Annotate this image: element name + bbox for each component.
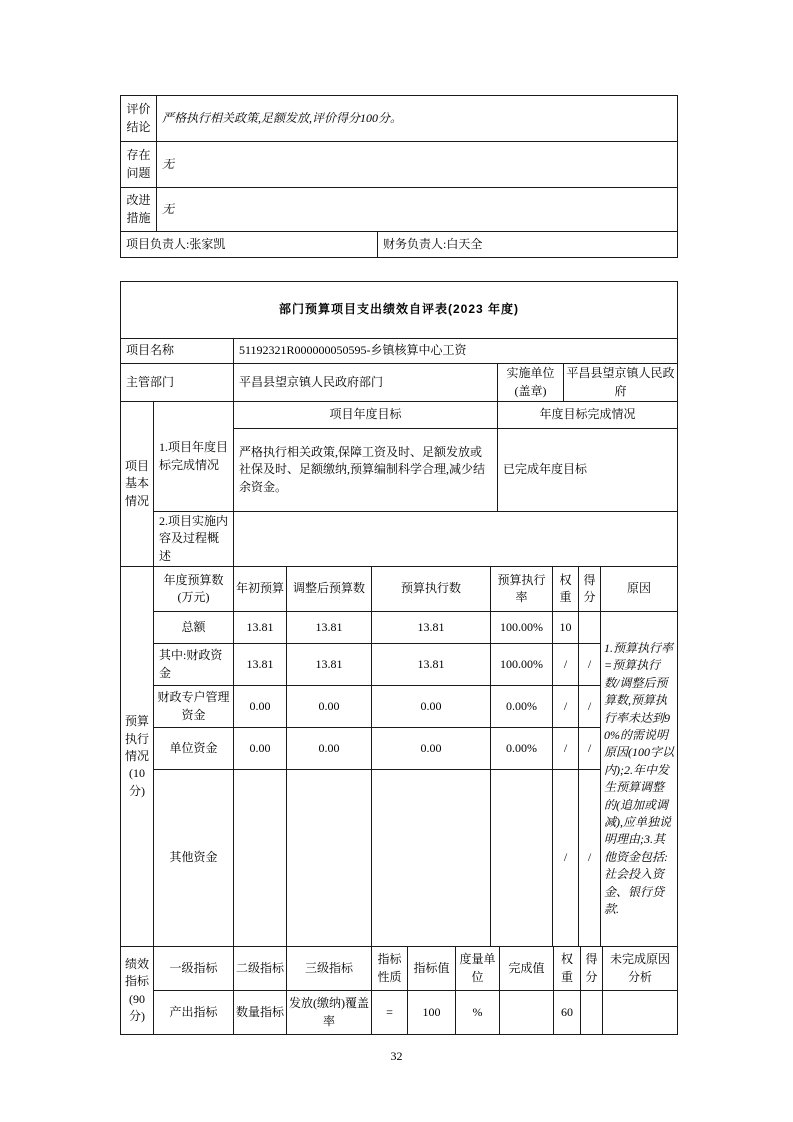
cell-value <box>491 770 553 947</box>
goal-completion-header: 年度目标完成情况 <box>498 402 678 429</box>
cell-score <box>581 991 603 1035</box>
table-row <box>121 644 678 686</box>
table-row <box>121 991 678 1035</box>
col-header-completed-value: 完成值 <box>500 947 554 991</box>
cell-score: / <box>579 770 601 947</box>
row-label-fiscal-funds: 其中:财政资金 <box>154 644 234 686</box>
annual-goal-header: 项目年度目标 <box>234 402 498 429</box>
col-header-annual-budget: 年度预算数(万元) <box>154 567 234 612</box>
table-row <box>121 728 678 770</box>
col-header-uncompleted-reason: 未完成原因分析 <box>603 947 678 991</box>
dept-label: 主管部门 <box>121 364 234 402</box>
basic-situation-section <box>120 401 678 567</box>
cell-uncompleted-reason <box>603 991 678 1035</box>
cell-score: / <box>579 728 601 770</box>
row-label-unit-funds: 单位资金 <box>154 728 234 770</box>
cell-level1-indicator: 产出指标 <box>154 991 234 1035</box>
cell-value: 0.00 <box>372 728 491 770</box>
project-manager: 项目负责人:张家凯 <box>121 232 378 258</box>
row-label-total: 总额 <box>154 612 234 644</box>
eval-conclusion-value: 严格执行相关政策,足额发放,评价得分100分。 <box>157 96 678 142</box>
cell-value: 100.00% <box>491 644 553 686</box>
budget-execution-section <box>120 566 678 947</box>
improvement-measures-label: 改进措施 <box>121 188 157 232</box>
cell-value: 13.81 <box>234 612 287 644</box>
col-header-initial-budget: 年初预算 <box>234 567 287 612</box>
cell-weight: / <box>553 686 579 728</box>
cell-value: 13.81 <box>234 644 287 686</box>
performance-indicators-section <box>120 946 678 1035</box>
cell-weight: / <box>553 770 579 947</box>
cell-weight: / <box>553 728 579 770</box>
table-row <box>121 770 678 947</box>
page-number: 32 <box>390 1049 403 1063</box>
cell-score: / <box>579 686 601 728</box>
project-info-table <box>120 338 678 402</box>
dept-value: 平昌县望京镇人民政府部门 <box>234 364 498 402</box>
finance-manager: 财务负责人:白天全 <box>378 232 678 258</box>
annual-goal-text: 严格执行相关政策,保障工资及时、足额发放或社保及时、足额缴纳,预算编制科学合理,减少结余资金。 <box>234 429 498 512</box>
cell-value: 0.00 <box>234 728 287 770</box>
cell-weight: 10 <box>553 612 579 644</box>
cell-value <box>234 770 287 947</box>
cell-value: 0.00 <box>234 686 287 728</box>
cell-indicator-value: 100 <box>408 991 456 1035</box>
cell-value: 0.00% <box>491 728 553 770</box>
cell-value: 100.00% <box>491 612 553 644</box>
cell-score <box>579 612 601 644</box>
col-header-level3-indicator: 三级指标 <box>287 947 372 991</box>
cell-value: 13.81 <box>287 612 372 644</box>
cell-value <box>287 770 372 947</box>
cell-value: 13.81 <box>372 644 491 686</box>
cell-value: 13.81 <box>372 612 491 644</box>
self-evaluation-table-title <box>120 281 678 339</box>
cell-score: / <box>579 644 601 686</box>
reason-notes: 1.预算执行率=预算执行数/调整后预算数,预算执行率未达到90%的需说明原因(100字以内);2.年中发生预算调整的(追加或调减),应单独说明理由;3.其他资金包括:社会投入资金、银行贷款. <box>601 612 678 947</box>
col-header-weight: 权重 <box>554 947 581 991</box>
cell-value: 0.00% <box>491 686 553 728</box>
budget-section-label: 预算执行情况(10分) <box>121 567 154 947</box>
existing-problems-label: 存在问题 <box>121 142 157 188</box>
impl-unit-value: 平昌县望京镇人民政府 <box>564 364 678 402</box>
project-name-value: 51192321R000000050595-乡镇核算中心工资 <box>234 339 678 364</box>
implementation-overview-value <box>234 512 678 567</box>
document-page <box>120 95 677 1035</box>
col-header-indicator-nature: 指标性质 <box>372 947 408 991</box>
eval-conclusion-label: 评价结论 <box>121 96 157 142</box>
implementation-overview-label: 2.项目实施内容及过程概述 <box>154 512 234 567</box>
row-label-special-account-funds: 财政专户管理资金 <box>154 686 234 728</box>
table-row <box>121 686 678 728</box>
cell-weight: / <box>553 644 579 686</box>
cell-value: 13.81 <box>287 644 372 686</box>
col-header-indicator-value: 指标值 <box>408 947 456 991</box>
cell-level3-indicator: 发放(缴纳)覆盖率 <box>287 991 372 1035</box>
impl-unit-label: 实施单位(盖章) <box>498 364 564 402</box>
col-header-unit: 度量单位 <box>456 947 500 991</box>
row-label-other-funds: 其他资金 <box>154 770 234 947</box>
table-row <box>121 612 678 644</box>
cell-completed-value <box>500 991 554 1035</box>
cell-value: 0.00 <box>287 728 372 770</box>
evaluation-summary-table <box>120 95 678 258</box>
performance-section-label: 绩效指标(90分) <box>121 947 154 1035</box>
col-header-adjusted-budget: 调整后预算数 <box>287 567 372 612</box>
col-header-score: 得分 <box>581 947 603 991</box>
col-header-executed-amount: 预算执行数 <box>372 567 491 612</box>
col-header-level2-indicator: 二级指标 <box>234 947 287 991</box>
basic-section-label: 项目基本情况 <box>121 402 154 567</box>
cell-weight: 60 <box>554 991 581 1035</box>
cell-value <box>372 770 491 947</box>
cell-level2-indicator: 数量指标 <box>234 991 287 1035</box>
existing-problems-value: 无 <box>157 142 678 188</box>
cell-value: 0.00 <box>372 686 491 728</box>
improvement-measures-value: 无 <box>157 188 678 232</box>
project-name-label: 项目名称 <box>121 339 234 364</box>
col-header-reason: 原因 <box>601 567 678 612</box>
annual-goal-completion-label: 1.项目年度目标完成情况 <box>154 402 234 512</box>
table-title: 部门预算项目支出绩效自评表(2023 年度) <box>121 282 678 339</box>
cell-value: 0.00 <box>287 686 372 728</box>
col-header-execution-rate: 预算执行率 <box>491 567 553 612</box>
goal-completion-text: 已完成年度目标 <box>498 429 678 512</box>
col-header-weight: 权重 <box>553 567 579 612</box>
col-header-level1-indicator: 一级指标 <box>154 947 234 991</box>
cell-unit: % <box>456 991 500 1035</box>
cell-indicator-nature: = <box>372 991 408 1035</box>
col-header-score: 得分 <box>579 567 601 612</box>
